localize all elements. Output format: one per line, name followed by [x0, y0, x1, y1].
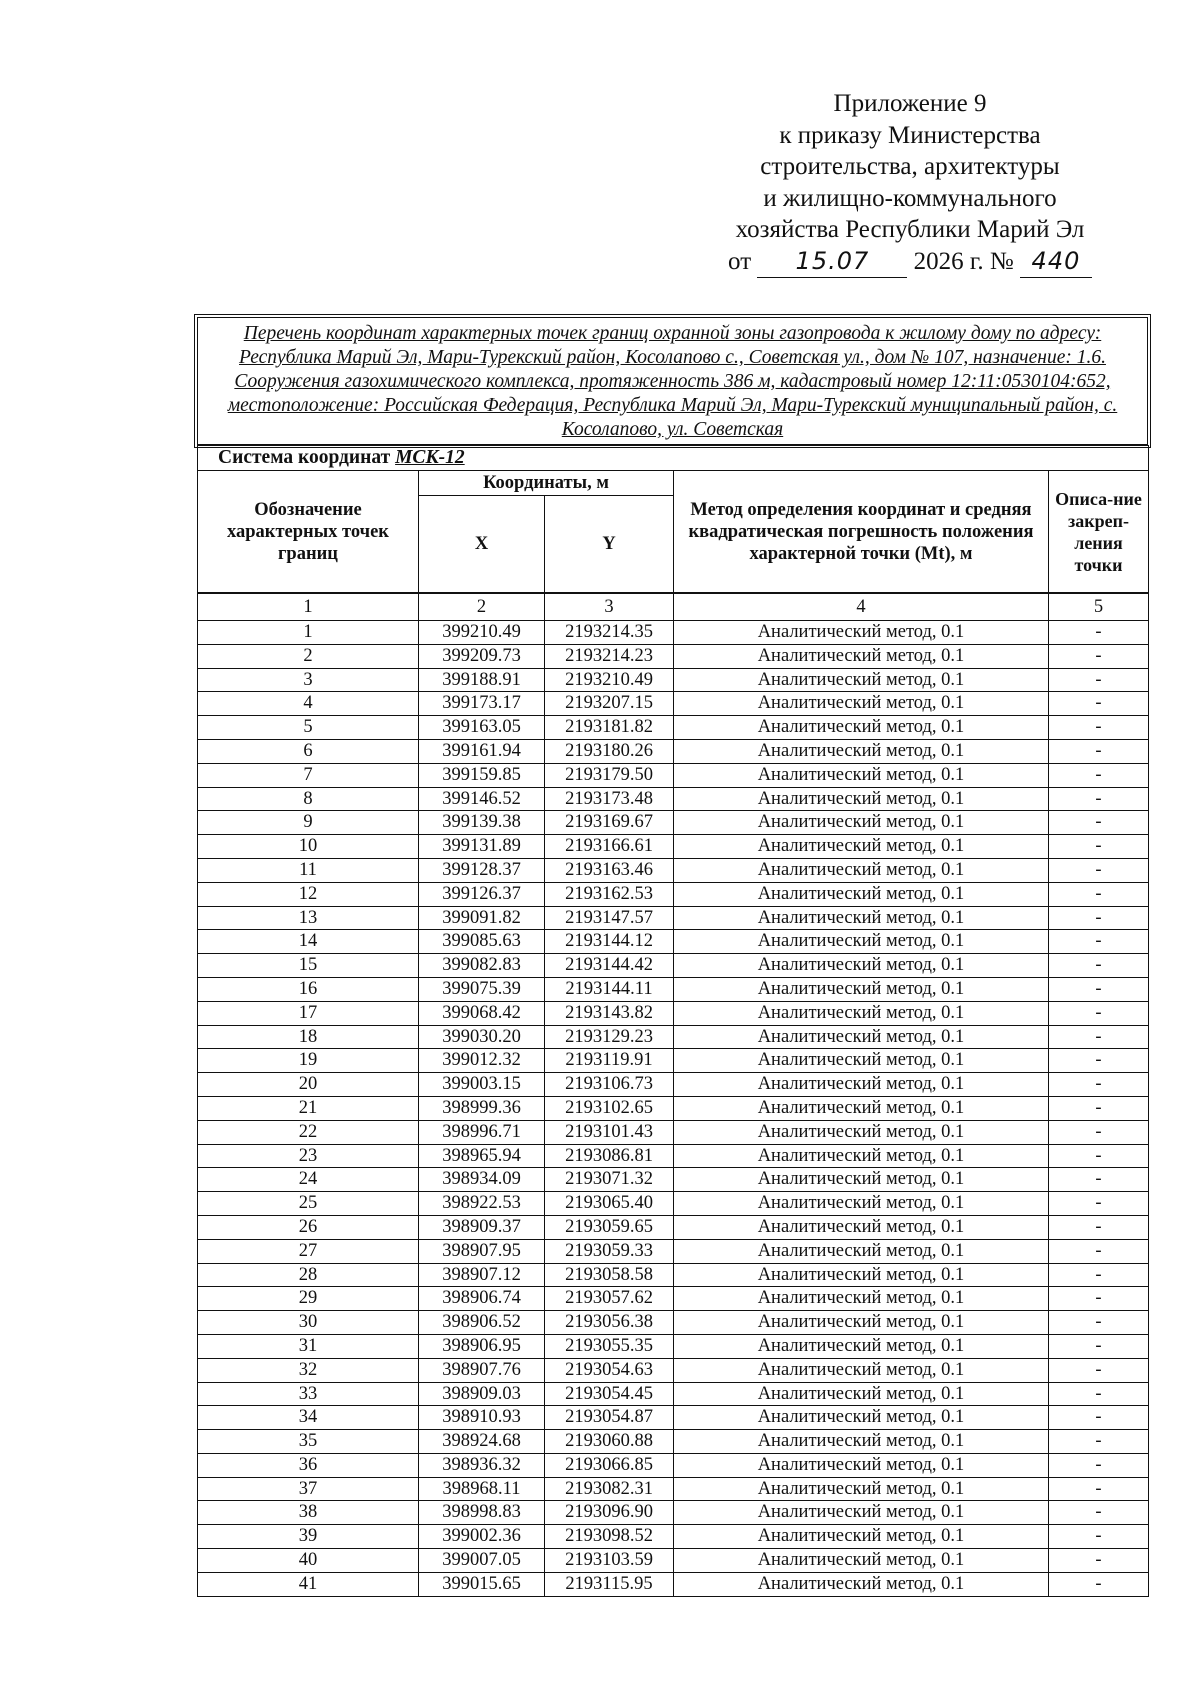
description-cell: -: [1049, 1334, 1149, 1358]
table-row: [198, 1358, 1149, 1382]
table-row: [198, 811, 1149, 835]
method-cell: Аналитический метод, 0.1: [674, 1001, 1049, 1025]
table-row: [198, 1263, 1149, 1287]
x-coordinate-cell: 399015.65: [419, 1572, 545, 1596]
description-cell: -: [1049, 1358, 1149, 1382]
header-point: Обозначение характерных точек границ: [198, 471, 419, 594]
method-cell: Аналитический метод, 0.1: [674, 1549, 1049, 1573]
point-id-cell: 8: [198, 787, 419, 811]
table-body: [198, 621, 1149, 1597]
x-coordinate-cell: 398999.36: [419, 1096, 545, 1120]
point-id-cell: 12: [198, 882, 419, 906]
description-cell: -: [1049, 763, 1149, 787]
description-cell: -: [1049, 739, 1149, 763]
point-id-cell: 36: [198, 1453, 419, 1477]
method-cell: Аналитический метод, 0.1: [674, 1311, 1049, 1335]
point-id-cell: 39: [198, 1525, 419, 1549]
point-id-cell: 11: [198, 858, 419, 882]
y-coordinate-cell: 2193065.40: [545, 1192, 674, 1216]
x-coordinate-cell: 399210.49: [419, 621, 545, 645]
x-coordinate-cell: 399159.85: [419, 763, 545, 787]
point-id-cell: 33: [198, 1382, 419, 1406]
colnum-cell: 2: [419, 593, 545, 621]
y-coordinate-cell: 2193166.61: [545, 835, 674, 859]
point-id-cell: 26: [198, 1215, 419, 1239]
x-coordinate-cell: 399128.37: [419, 858, 545, 882]
table-row: [198, 644, 1149, 668]
y-coordinate-cell: 2193060.88: [545, 1430, 674, 1454]
point-id-cell: 25: [198, 1192, 419, 1216]
y-coordinate-cell: 2193096.90: [545, 1501, 674, 1525]
point-id-cell: 3: [198, 668, 419, 692]
point-id-cell: 29: [198, 1287, 419, 1311]
x-coordinate-cell: 398907.76: [419, 1358, 545, 1382]
method-cell: Аналитический метод, 0.1: [674, 1096, 1049, 1120]
point-id-cell: 6: [198, 739, 419, 763]
table-row: [198, 906, 1149, 930]
ministry-line-3: хозяйства Республики Марий Эл: [735, 216, 1085, 243]
point-id-cell: 40: [198, 1549, 419, 1573]
description-cell: -: [1049, 811, 1149, 835]
description-cell: -: [1049, 977, 1149, 1001]
colnum-cell: 4: [674, 593, 1049, 621]
x-coordinate-cell: 399161.94: [419, 739, 545, 763]
x-coordinate-cell: 398906.95: [419, 1334, 545, 1358]
description-cell: -: [1049, 1501, 1149, 1525]
y-coordinate-cell: 2193066.85: [545, 1453, 674, 1477]
method-cell: Аналитический метод, 0.1: [674, 1025, 1049, 1049]
y-coordinate-cell: 2193214.23: [545, 644, 674, 668]
y-coordinate-cell: 2193086.81: [545, 1144, 674, 1168]
method-cell: Аналитический метод, 0.1: [674, 1168, 1049, 1192]
description-cell: -: [1049, 1096, 1149, 1120]
table-row: [198, 1215, 1149, 1239]
table-row: [198, 882, 1149, 906]
table-row: [198, 1120, 1149, 1144]
method-cell: Аналитический метод, 0.1: [674, 930, 1049, 954]
description-cell: -: [1049, 1168, 1149, 1192]
description-cell: -: [1049, 1382, 1149, 1406]
point-id-cell: 4: [198, 692, 419, 716]
y-coordinate-cell: 2193055.35: [545, 1334, 674, 1358]
document-title: Перечень координат характерных точек границ охранной зоны газопровода к жилому дому по адресу: Республика Марий Эл, Мари-Турекский район, Косолапово с., Советская ул., дом № 107, назначение: 1.6. Сооружения газохимического комплекса, протяженность 386 м, кадастровый номер 12:11:0530104:652, местоположение: Российская Федерация, Республика Марий Эл, Мари-Турекский муниципальный район, с. Косолапово, ул. Советская: [197, 317, 1148, 445]
column-number-row: [198, 593, 1149, 621]
method-cell: Аналитический метод, 0.1: [674, 977, 1049, 1001]
header-method: Метод определения координат и средняя квадратическая погрешность положения характерной точки (Mt), м: [674, 471, 1049, 594]
y-coordinate-cell: 2193071.32: [545, 1168, 674, 1192]
description-cell: -: [1049, 1001, 1149, 1025]
method-cell: Аналитический метод, 0.1: [674, 1192, 1049, 1216]
point-id-cell: 20: [198, 1073, 419, 1097]
point-id-cell: 38: [198, 1501, 419, 1525]
method-cell: Аналитический метод, 0.1: [674, 1572, 1049, 1596]
x-coordinate-cell: 398968.11: [419, 1477, 545, 1501]
coordinates-table-container: [197, 317, 1148, 1597]
table-row: [198, 763, 1149, 787]
point-id-cell: 10: [198, 835, 419, 859]
x-coordinate-cell: 399068.42: [419, 1001, 545, 1025]
method-cell: Аналитический метод, 0.1: [674, 739, 1049, 763]
table-row: [198, 1406, 1149, 1430]
point-id-cell: 27: [198, 1239, 419, 1263]
description-cell: -: [1049, 716, 1149, 740]
x-coordinate-cell: 399030.20: [419, 1025, 545, 1049]
y-coordinate-cell: 2193106.73: [545, 1073, 674, 1097]
description-cell: -: [1049, 1430, 1149, 1454]
method-cell: Аналитический метод, 0.1: [674, 906, 1049, 930]
x-coordinate-cell: 399126.37: [419, 882, 545, 906]
x-coordinate-cell: 398906.52: [419, 1311, 545, 1335]
header-x: X: [419, 496, 545, 594]
method-cell: Аналитический метод, 0.1: [674, 1120, 1049, 1144]
handwritten-number: 440: [1020, 246, 1092, 279]
y-coordinate-cell: 2193179.50: [545, 763, 674, 787]
method-cell: Аналитический метод, 0.1: [674, 692, 1049, 716]
coordinate-system-label: Система координат: [218, 446, 391, 468]
point-id-cell: 15: [198, 954, 419, 978]
y-coordinate-cell: 2193181.82: [545, 716, 674, 740]
point-id-cell: 24: [198, 1168, 419, 1192]
y-coordinate-cell: 2193163.46: [545, 858, 674, 882]
description-cell: -: [1049, 906, 1149, 930]
point-id-cell: 5: [198, 716, 419, 740]
y-coordinate-cell: 2193144.11: [545, 977, 674, 1001]
point-id-cell: 7: [198, 763, 419, 787]
table-row: [198, 692, 1149, 716]
y-coordinate-cell: 2193173.48: [545, 787, 674, 811]
method-cell: Аналитический метод, 0.1: [674, 621, 1049, 645]
x-coordinate-cell: 398909.37: [419, 1215, 545, 1239]
point-id-cell: 31: [198, 1334, 419, 1358]
method-cell: Аналитический метод, 0.1: [674, 1239, 1049, 1263]
table-row: [198, 1382, 1149, 1406]
description-cell: -: [1049, 1120, 1149, 1144]
from-label: от: [728, 247, 752, 275]
x-coordinate-cell: 398910.93: [419, 1406, 545, 1430]
table-row: [198, 858, 1149, 882]
x-coordinate-cell: 398996.71: [419, 1120, 545, 1144]
y-coordinate-cell: 2193056.38: [545, 1311, 674, 1335]
coordinate-system-value: МСК-12: [395, 446, 465, 468]
method-cell: Аналитический метод, 0.1: [674, 811, 1049, 835]
colnum-cell: 5: [1049, 593, 1149, 621]
method-cell: Аналитический метод, 0.1: [674, 1358, 1049, 1382]
x-coordinate-cell: 399007.05: [419, 1549, 545, 1573]
description-cell: -: [1049, 1263, 1149, 1287]
description-cell: -: [1049, 1525, 1149, 1549]
description-cell: -: [1049, 1049, 1149, 1073]
description-cell: -: [1049, 1287, 1149, 1311]
table-row: [198, 1073, 1149, 1097]
method-cell: Аналитический метод, 0.1: [674, 1215, 1049, 1239]
x-coordinate-cell: 399082.83: [419, 954, 545, 978]
x-coordinate-cell: 399146.52: [419, 787, 545, 811]
x-coordinate-cell: 399091.82: [419, 906, 545, 930]
x-coordinate-cell: 399139.38: [419, 811, 545, 835]
y-coordinate-cell: 2193210.49: [545, 668, 674, 692]
method-cell: Аналитический метод, 0.1: [674, 1287, 1049, 1311]
point-id-cell: 9: [198, 811, 419, 835]
y-coordinate-cell: 2193129.23: [545, 1025, 674, 1049]
y-coordinate-cell: 2193207.15: [545, 692, 674, 716]
y-coordinate-cell: 2193115.95: [545, 1572, 674, 1596]
method-cell: Аналитический метод, 0.1: [674, 1073, 1049, 1097]
x-coordinate-cell: 399003.15: [419, 1073, 545, 1097]
x-coordinate-cell: 398907.95: [419, 1239, 545, 1263]
description-cell: -: [1049, 1239, 1149, 1263]
method-cell: Аналитический метод, 0.1: [674, 1263, 1049, 1287]
method-cell: Аналитический метод, 0.1: [674, 882, 1049, 906]
handwritten-date: 15.07: [757, 246, 907, 279]
table-row: [198, 1334, 1149, 1358]
x-coordinate-cell: 399163.05: [419, 716, 545, 740]
method-cell: Аналитический метод, 0.1: [674, 1453, 1049, 1477]
x-coordinate-cell: 398909.03: [419, 1382, 545, 1406]
description-cell: -: [1049, 858, 1149, 882]
y-coordinate-cell: 2193057.62: [545, 1287, 674, 1311]
table-row: [198, 1192, 1149, 1216]
point-id-cell: 17: [198, 1001, 419, 1025]
description-cell: -: [1049, 1144, 1149, 1168]
table-row: [198, 1287, 1149, 1311]
point-id-cell: 22: [198, 1120, 419, 1144]
x-coordinate-cell: 399173.17: [419, 692, 545, 716]
method-cell: Аналитический метод, 0.1: [674, 1430, 1049, 1454]
method-cell: Аналитический метод, 0.1: [674, 668, 1049, 692]
point-id-cell: 13: [198, 906, 419, 930]
method-cell: Аналитический метод, 0.1: [674, 1525, 1049, 1549]
method-cell: Аналитический метод, 0.1: [674, 644, 1049, 668]
table-row: [198, 1025, 1149, 1049]
x-coordinate-cell: 398922.53: [419, 1192, 545, 1216]
description-cell: -: [1049, 1215, 1149, 1239]
colnum-cell: 3: [545, 593, 674, 621]
point-id-cell: 19: [198, 1049, 419, 1073]
method-cell: Аналитический метод, 0.1: [674, 1501, 1049, 1525]
description-cell: -: [1049, 1549, 1149, 1573]
y-coordinate-cell: 2193058.58: [545, 1263, 674, 1287]
table-row: [198, 1311, 1149, 1335]
y-coordinate-cell: 2193180.26: [545, 739, 674, 763]
x-coordinate-cell: 399002.36: [419, 1525, 545, 1549]
description-cell: -: [1049, 1025, 1149, 1049]
point-id-cell: 18: [198, 1025, 419, 1049]
table-header-row: [198, 471, 1149, 496]
method-cell: Аналитический метод, 0.1: [674, 1477, 1049, 1501]
description-cell: -: [1049, 835, 1149, 859]
point-id-cell: 1: [198, 621, 419, 645]
method-cell: Аналитический метод, 0.1: [674, 1406, 1049, 1430]
coordinate-system-row: [198, 446, 1149, 471]
y-coordinate-cell: 2193214.35: [545, 621, 674, 645]
point-id-cell: 16: [198, 977, 419, 1001]
header-description: Описа-ние закреп-ления точки: [1049, 471, 1149, 594]
appendix-title: Приложение 9: [833, 90, 987, 117]
table-row: [198, 1572, 1149, 1596]
table-row: [198, 1549, 1149, 1573]
x-coordinate-cell: 399209.73: [419, 644, 545, 668]
point-id-cell: 34: [198, 1406, 419, 1430]
order-ref-line: к приказу Министерства: [779, 121, 1041, 149]
method-cell: Аналитический метод, 0.1: [674, 1334, 1049, 1358]
table-row: [198, 835, 1149, 859]
header-y: Y: [545, 496, 674, 594]
method-cell: Аналитический метод, 0.1: [674, 954, 1049, 978]
year-label: 2026 г. №: [913, 247, 1014, 275]
point-id-cell: 14: [198, 930, 419, 954]
description-cell: -: [1049, 954, 1149, 978]
y-coordinate-cell: 2193054.63: [545, 1358, 674, 1382]
x-coordinate-cell: 398965.94: [419, 1144, 545, 1168]
table-row: [198, 977, 1149, 1001]
description-cell: -: [1049, 787, 1149, 811]
x-coordinate-cell: 398934.09: [419, 1168, 545, 1192]
table-row: [198, 1168, 1149, 1192]
y-coordinate-cell: 2193059.33: [545, 1239, 674, 1263]
point-id-cell: 28: [198, 1263, 419, 1287]
point-id-cell: 23: [198, 1144, 419, 1168]
y-coordinate-cell: 2193103.59: [545, 1549, 674, 1573]
y-coordinate-cell: 2193098.52: [545, 1525, 674, 1549]
ministry-line: строительства, архитектуры: [760, 153, 1060, 180]
description-cell: -: [1049, 692, 1149, 716]
x-coordinate-cell: 398998.83: [419, 1501, 545, 1525]
x-coordinate-cell: 399188.91: [419, 668, 545, 692]
table-row: [198, 1525, 1149, 1549]
header-coords: Координаты, м: [419, 471, 674, 496]
method-cell: Аналитический метод, 0.1: [674, 787, 1049, 811]
y-coordinate-cell: 2193059.65: [545, 1215, 674, 1239]
method-cell: Аналитический метод, 0.1: [674, 1049, 1049, 1073]
y-coordinate-cell: 2193143.82: [545, 1001, 674, 1025]
description-cell: -: [1049, 1453, 1149, 1477]
colnum-cell: 1: [198, 593, 419, 621]
order-header: [700, 88, 1120, 278]
y-coordinate-cell: 2193144.42: [545, 954, 674, 978]
point-id-cell: 35: [198, 1430, 419, 1454]
description-cell: -: [1049, 1192, 1149, 1216]
description-cell: -: [1049, 668, 1149, 692]
y-coordinate-cell: 2193169.67: [545, 811, 674, 835]
point-id-cell: 37: [198, 1477, 419, 1501]
point-id-cell: 2: [198, 644, 419, 668]
method-cell: Аналитический метод, 0.1: [674, 1382, 1049, 1406]
x-coordinate-cell: 399085.63: [419, 930, 545, 954]
method-cell: Аналитический метод, 0.1: [674, 835, 1049, 859]
table-row: [198, 1001, 1149, 1025]
y-coordinate-cell: 2193054.87: [545, 1406, 674, 1430]
method-cell: Аналитический метод, 0.1: [674, 858, 1049, 882]
description-cell: -: [1049, 930, 1149, 954]
point-id-cell: 41: [198, 1572, 419, 1596]
description-cell: -: [1049, 1477, 1149, 1501]
description-cell: -: [1049, 1073, 1149, 1097]
y-coordinate-cell: 2193144.12: [545, 930, 674, 954]
y-coordinate-cell: 2193147.57: [545, 906, 674, 930]
table-row: [198, 787, 1149, 811]
table-row: [198, 930, 1149, 954]
x-coordinate-cell: 398906.74: [419, 1287, 545, 1311]
description-cell: -: [1049, 1311, 1149, 1335]
x-coordinate-cell: 398924.68: [419, 1430, 545, 1454]
y-coordinate-cell: 2193162.53: [545, 882, 674, 906]
y-coordinate-cell: 2193054.45: [545, 1382, 674, 1406]
point-id-cell: 21: [198, 1096, 419, 1120]
y-coordinate-cell: 2193119.91: [545, 1049, 674, 1073]
table-row: [198, 1096, 1149, 1120]
y-coordinate-cell: 2193102.65: [545, 1096, 674, 1120]
ministry-line-2: и жилищно-коммунального: [763, 184, 1057, 212]
description-cell: -: [1049, 621, 1149, 645]
x-coordinate-cell: 399131.89: [419, 835, 545, 859]
table-row: [198, 668, 1149, 692]
y-coordinate-cell: 2193101.43: [545, 1120, 674, 1144]
table-row: [198, 954, 1149, 978]
description-cell: -: [1049, 1572, 1149, 1596]
x-coordinate-cell: 398907.12: [419, 1263, 545, 1287]
description-cell: -: [1049, 882, 1149, 906]
table-row: [198, 1430, 1149, 1454]
order-date-line: [700, 246, 1120, 279]
method-cell: Аналитический метод, 0.1: [674, 716, 1049, 740]
point-id-cell: 30: [198, 1311, 419, 1335]
description-cell: -: [1049, 1406, 1149, 1430]
y-coordinate-cell: 2193082.31: [545, 1477, 674, 1501]
point-id-cell: 32: [198, 1358, 419, 1382]
table-row: [198, 739, 1149, 763]
table-row: [198, 1501, 1149, 1525]
method-cell: Аналитический метод, 0.1: [674, 1144, 1049, 1168]
method-cell: Аналитический метод, 0.1: [674, 763, 1049, 787]
coordinates-table: [197, 445, 1149, 1597]
table-row: [198, 1239, 1149, 1263]
table-row: [198, 1144, 1149, 1168]
x-coordinate-cell: 398936.32: [419, 1453, 545, 1477]
table-row: [198, 1477, 1149, 1501]
x-coordinate-cell: 399012.32: [419, 1049, 545, 1073]
table-row: [198, 621, 1149, 645]
x-coordinate-cell: 399075.39: [419, 977, 545, 1001]
table-row: [198, 716, 1149, 740]
table-row: [198, 1049, 1149, 1073]
table-row: [198, 1453, 1149, 1477]
description-cell: -: [1049, 644, 1149, 668]
